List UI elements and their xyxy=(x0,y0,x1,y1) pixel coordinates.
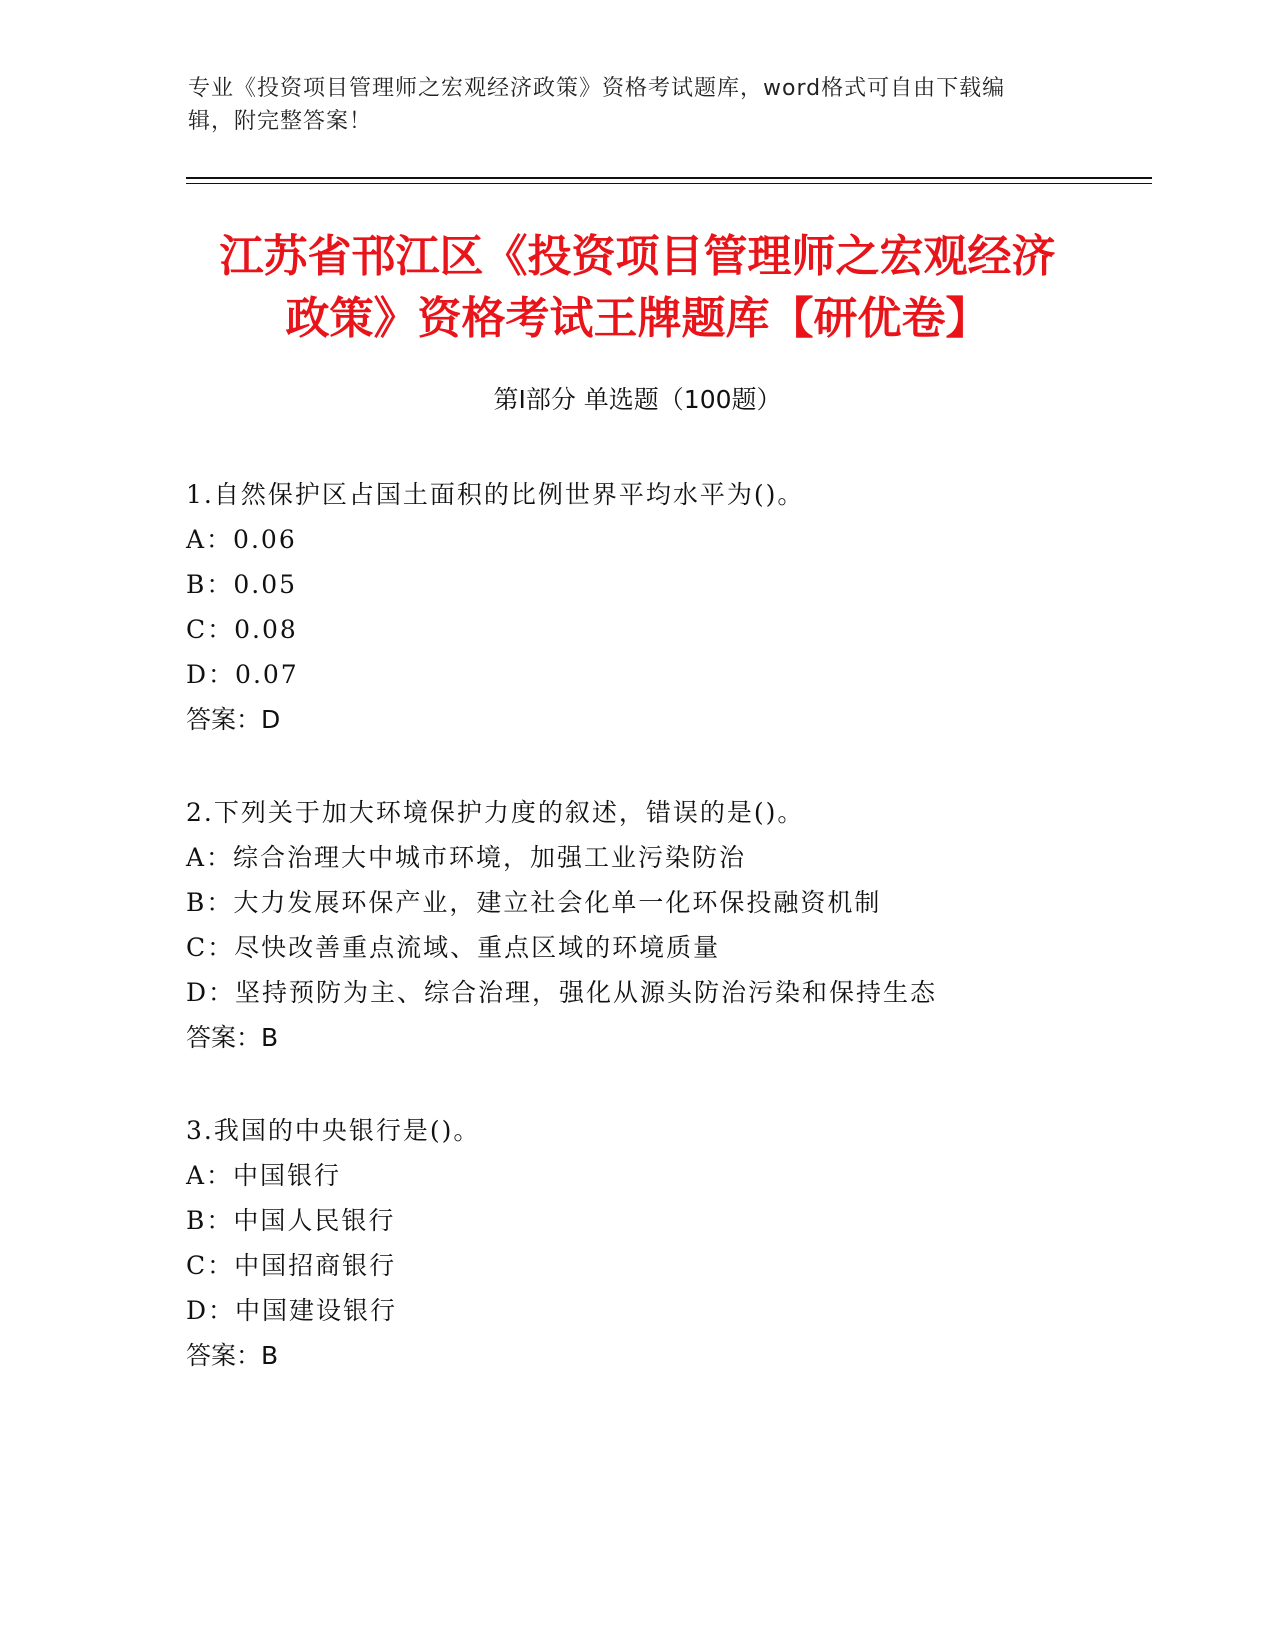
header-divider-thin xyxy=(186,183,1152,184)
option-d: D：坚持预防为主、综合治理，强化从源头防治污染和保持生态 xyxy=(186,978,938,1007)
header-note-line-1: 专业《投资项目管理师之宏观经济政策》资格考试题库，word格式可自由下载编 xyxy=(188,76,1006,101)
title-line-2: 政策》资格考试王牌题库【研优卷】 xyxy=(285,293,990,344)
question-2 xyxy=(186,790,1126,1060)
title-line-1: 江苏省邗江区《投资项目管理师之宏观经济 xyxy=(219,231,1056,282)
option-d: D：中国建设银行 xyxy=(186,1296,398,1325)
option-c: C：中国招商银行 xyxy=(186,1251,397,1280)
question-stem: 2.下列关于加大环境保护力度的叙述，错误的是()。 xyxy=(186,798,805,827)
option-c: C：0.08 xyxy=(186,615,298,644)
option-a: A：中国银行 xyxy=(186,1161,342,1190)
document-title xyxy=(150,226,1125,350)
option-b: B：中国人民银行 xyxy=(186,1206,396,1235)
question-3 xyxy=(186,1108,1126,1378)
header-note-line-2: 辑，附完整答案！ xyxy=(188,109,373,134)
question-stem: 3.我国的中央银行是()。 xyxy=(186,1116,481,1145)
answer-line: 答案：B xyxy=(186,1023,279,1052)
question-1 xyxy=(186,472,1126,742)
option-c: C：尽快改善重点流域、重点区域的环境质量 xyxy=(186,933,721,962)
header-divider-thick xyxy=(186,177,1152,179)
option-b: B：0.05 xyxy=(186,570,298,599)
option-b: B：大力发展环保产业，建立社会化单一化环保投融资机制 xyxy=(186,888,882,917)
question-stem: 1.自然保护区占国土面积的比例世界平均水平为()。 xyxy=(186,480,805,509)
header-note xyxy=(188,72,1088,138)
answer-line: 答案：B xyxy=(186,1341,279,1370)
option-a: A：综合治理大中城市环境，加强工业污染防治 xyxy=(186,843,747,872)
answer-line: 答案：D xyxy=(186,705,281,734)
option-a: A：0.06 xyxy=(186,525,297,554)
option-d: D：0.07 xyxy=(186,660,299,689)
section-heading: 第Ⅰ部分 单选题（100题） xyxy=(493,385,782,414)
